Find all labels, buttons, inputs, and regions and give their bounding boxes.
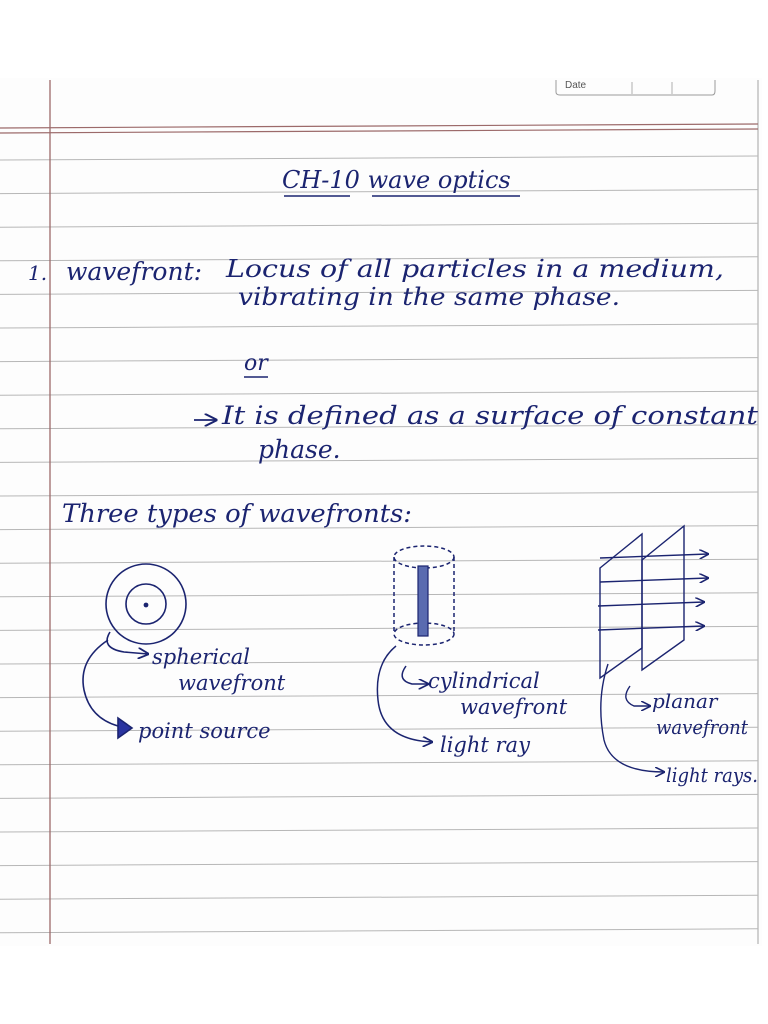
cylindrical-label-line-1: cylindrical bbox=[428, 669, 540, 693]
line-source-rod bbox=[418, 566, 428, 636]
alt-definition-line-2: phase. bbox=[258, 435, 341, 464]
definition-line-1: Locus of all particles in a medium, bbox=[224, 255, 724, 283]
alt-definition-line-1: It is defined as a surface of constant bbox=[220, 401, 760, 430]
planar-label-line-2: wavefront bbox=[656, 715, 749, 739]
planar-label-line-1: planar bbox=[652, 689, 718, 713]
planar-ray-label: light rays. bbox=[666, 763, 758, 787]
cylindrical-ray-label: light ray bbox=[440, 733, 530, 757]
spherical-label-line-2: wavefront bbox=[178, 671, 286, 695]
item-number: 1. bbox=[28, 261, 48, 285]
point-source-label: point source bbox=[138, 719, 271, 743]
point-source-dot bbox=[144, 603, 149, 608]
cylindrical-label-line-2: wavefront bbox=[460, 695, 568, 719]
spherical-label-line-1: spherical bbox=[152, 645, 250, 669]
or-text: or bbox=[244, 351, 268, 376]
page-title: CH-10 wave optics bbox=[282, 166, 511, 194]
definition-term: wavefront: bbox=[66, 257, 203, 286]
types-heading: Three types of wavefronts: bbox=[62, 499, 413, 528]
date-label: Date bbox=[565, 80, 587, 91]
definition-line-2: vibrating in the same phase. bbox=[238, 283, 620, 311]
